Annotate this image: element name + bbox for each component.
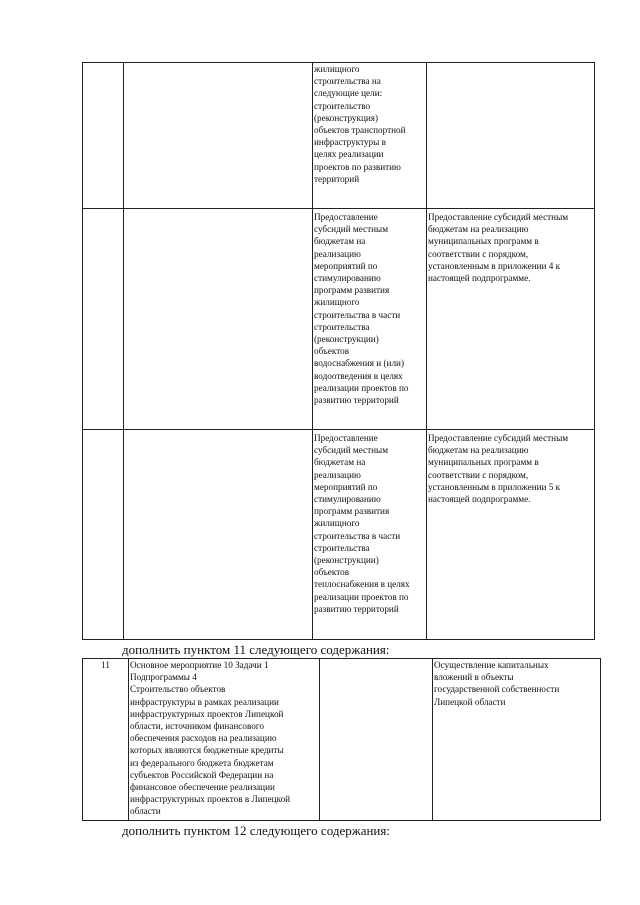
paragraph-add-item-12: дополнить пунктом 12 следующего содержания: bbox=[122, 823, 390, 838]
cell-number bbox=[83, 430, 124, 640]
table-item-11 bbox=[82, 658, 601, 821]
table-row bbox=[83, 63, 595, 209]
cell-description: Предоставление субсидий местным бюджетам на реализацию муниципальных программ в соответствии с порядком, установленным в приложении 4 к настоящей подпрограмме. bbox=[427, 209, 595, 430]
table-row bbox=[83, 209, 595, 430]
table-continuation bbox=[82, 62, 595, 640]
cell-activity: Предоставление субсидий местным бюджетам на реализацию мероприятий по стимулированию программ развития жилищного строительства в части строительства (реконструкции) объектов теплоснабжения в целях реализации проектов по развитию территорий bbox=[313, 430, 427, 640]
cell-description: Предоставление субсидий местным бюджетам на реализацию муниципальных программ в соответствии с порядком, установленным в приложении 5 к настоящей подпрограмме. bbox=[427, 430, 595, 640]
paragraph-add-item-11: дополнить пунктом 11 следующего содержания: bbox=[122, 642, 390, 657]
cell-activity bbox=[320, 659, 433, 821]
cell-event bbox=[124, 63, 313, 209]
cell-event: Основное мероприятие 10 Задачи 1 Подпрограммы 4 Строительство объектов инфраструктуры в рамках реализации инфраструктурных проектов Липецкой области, источником финансового обеспечения расходов на реализацию которых являются бюджетные кредиты из федерального бюджета бюджетам субъектов Российской Федерации на финансовое обеспечение реализации инфраструктурных проектов в Липецкой области bbox=[129, 659, 320, 821]
cell-number: 11 bbox=[83, 659, 129, 821]
cell-event bbox=[124, 209, 313, 430]
table-row bbox=[83, 430, 595, 640]
table-row bbox=[83, 659, 601, 821]
cell-description: Осуществление капитальных вложений в объекты государственной собственности Липецкой области bbox=[433, 659, 601, 821]
cell-event bbox=[124, 430, 313, 640]
cell-activity: жилищного строительства на следующие цели: строительство (реконструкция) объектов транспортной инфраструктуры в целях реализации проектов по развитию территорий bbox=[313, 63, 427, 209]
cell-description bbox=[427, 63, 595, 209]
cell-number bbox=[83, 209, 124, 430]
cell-activity: Предоставление субсидий местным бюджетам на реализацию мероприятий по стимулированию программ развития жилищного строительства в части строительства (реконструкции) объектов водоснабжения и (или) водоотведения в целях реализации проектов по развитию территорий bbox=[313, 209, 427, 430]
cell-number bbox=[83, 63, 124, 209]
